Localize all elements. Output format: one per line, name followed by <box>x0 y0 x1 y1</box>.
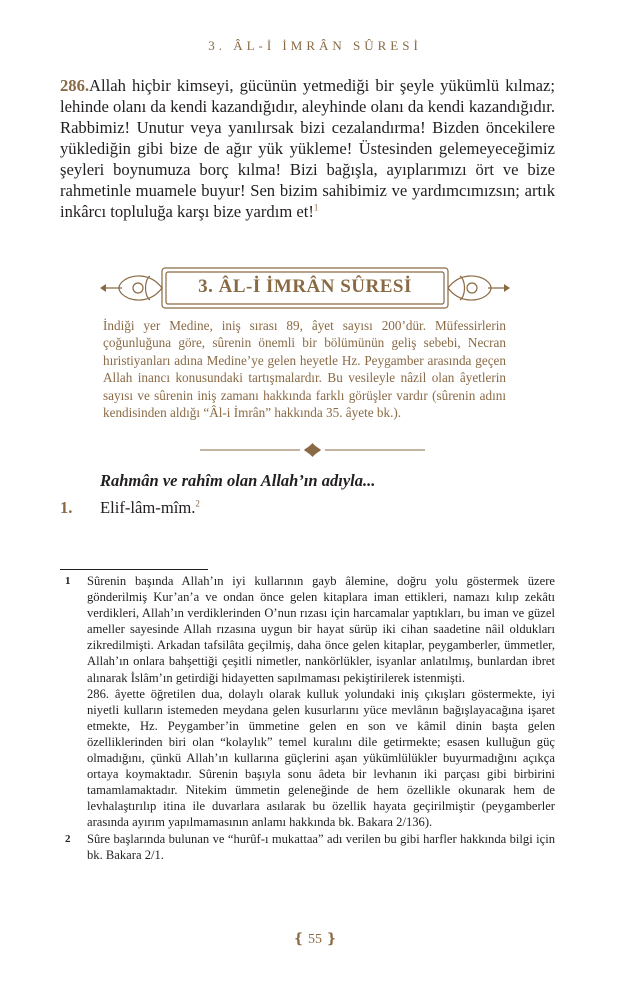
verse-number: 286. <box>60 76 90 95</box>
verse-text: Allah hiçbir kimseyi, gücünün yetmediği bir şeyle yükümlü kılmaz; lehinde olanı da kendi kazandığıdır, aleyhinde olanı da kendi kazandığıdır. Rabbimiz! Unutur veya yanılırsak bizi cezalandırma! Bizden öncekilere yüklediğin gibi bize de ağır yük yükleme! Üstesinden gelemeyeceğimiz şeyleri boynumuza borç kılma! Bizi bağışla, ayıplarımızı ört ve bize rahmetinle muamele buyur! Sen bizim sahibimiz ve yardımcımızsın; artık inkârcı topluluğa karşı bize yardım et! <box>60 76 555 221</box>
verse-number: 1. <box>60 498 73 517</box>
folio-ornament-left-icon: ❴ <box>292 932 305 947</box>
sura-title-frame <box>100 262 510 314</box>
footnote-number: 1 <box>65 575 71 587</box>
sura-title: 3. ÂL-İ İMRÂN SÛRESİ <box>198 276 412 297</box>
verse-1 <box>60 498 200 518</box>
footnote-paragraph: Sûrenin başında Allah’ın iyi kullarının gayb âlemine, doğru yolu göstermek üzere gönderilmiş Kur’an’a ve ondan önce gelen kitaplara iman ettikleri, namazı kılıp zekâtı verdikleri, Allah’ın verdiklerinden O’nun rızası için harcamalar yaptıkları, bu iman ve güzel ameller sayesinde Allah rızasına uygun bir hayat sürüp iki cihan saadetine nâil oldukları zikredilmişti. Arkadan tafsilâta geçilmiş, daha önce gelen kitaplar, peygamberler, ümmetler, Allah’ın onlara bahşettiği çeşitli nimetler, nankörlükler, isyanlar anlatılmış, bunlardan ibret alınarak İslâm’ın getirdiği hidayetten sapılmaması pekiştirilerek istenmişti. <box>87 574 555 685</box>
footnotes <box>60 573 555 863</box>
running-head: 3. ÂL-İ İMRÂN SÛRESİ <box>208 38 422 53</box>
basmala: Rahmân ve rahîm olan Allah’ın adıyla... <box>100 471 376 490</box>
verse-286 <box>60 75 555 222</box>
page-number <box>0 931 630 948</box>
footnote-ref[interactable]: 1 <box>313 202 319 213</box>
ornament-divider-icon <box>200 442 425 458</box>
footnote-2 <box>60 831 555 863</box>
footnote-ref[interactable]: 2 <box>195 498 200 509</box>
folio-ornament-right-icon: ❵ <box>325 932 338 947</box>
footnote-paragraph: 286. âyette öğretilen dua, dolaylı olarak kulluk yolundaki iniş çıkışları göstermekte, iyi niyetli kulların istemeden meydana gelen kusurlarını yüce mevlânın bağışlayacağına işaret etmekte, Hz. Peygamber’in ümmetine gelen en son ve kâmil dinin başta gelen özelliklerinden biri olan “kolaylık” temel kuralını dile getirmekte; esasen kulluğun güç olmadığını, çünkü Allah’ın kullarına güçlerini aşan yükümlülükler buyurmadığını açıkça ortaya koymaktadır. Sûrenin başıyla sonu âdeta bir levhanın iki parçası gibi birbirini tamamlamaktadır. Nitekim ümmetin geleneğinde de hem özellikle okunarak hem de levhalaştırılıp itina ile duvarlara asılarak bu özellik hayata geçirilmiştir (peygamberler arasında ayırım yapılmamasının anlamı hakkında bk. Bakara 2/136). <box>87 686 555 830</box>
verse-text: Elif-lâm-mîm. <box>100 498 196 517</box>
page-number-value: 55 <box>308 932 322 947</box>
footnote-number: 2 <box>65 832 71 845</box>
footnote-1 <box>60 573 555 831</box>
footnote-separator <box>60 569 208 570</box>
sura-introduction: İndiği yer Medine, iniş sırası 89, âyet sayısı 200’dür. Müfessirlerin çoğunluğuna göre, sûrenin önemli bir bölümünün geliş sebebi, Necran hıristiyanları adına Medine’ye gelen heyetle Hz. Peygamber arasında geçen Allah inancı konusundaki tartışmalardır. Bu vesileyle nâzil olan âyetlerin sayısı ve sûrenin iniş zamanı hakkında farklı görüşler vardır (sûrenin adını kendisinden aldığı “Âl-i İmrân” hakkında 35. âyete bk.). <box>103 318 506 421</box>
footnote-paragraph: Sûre başlarında bulunan ve “hurûf-ı mukattaa” adı verilen bu gibi harfler hakkında bilgi için bk. Bakara 2/1. <box>87 831 555 862</box>
